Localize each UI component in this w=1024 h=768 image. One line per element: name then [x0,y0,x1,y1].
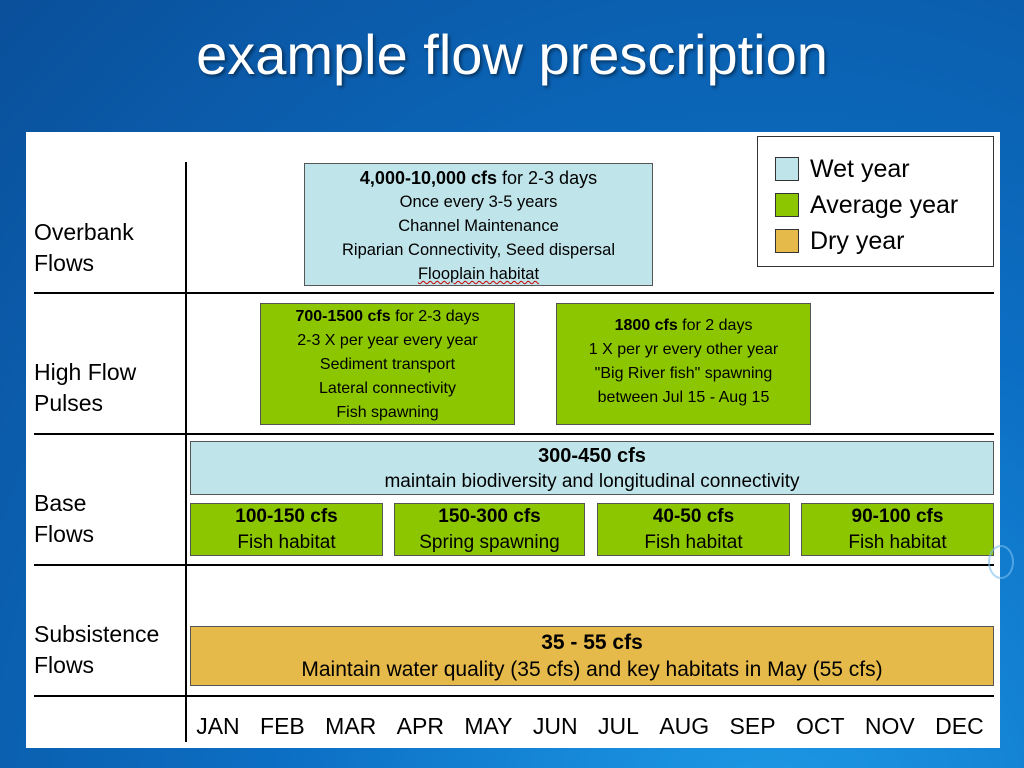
pulse1-line: 2-3 X per year every year [297,332,478,349]
row-label-line: High Flow [34,359,137,385]
row-divider-vertical [185,162,187,742]
month-label: DEC [935,713,984,739]
overbank-line: Channel Maintenance [398,217,559,235]
row-label-line: Flows [34,250,95,276]
month-label: JUN [532,713,578,739]
row-divider [34,695,994,697]
month-label: MAY [464,713,513,739]
row-label-overbank [34,217,134,279]
pulse1-duration: for 2-3 days [390,308,480,325]
month-label: APR [396,713,444,739]
pulse1-amount: 700-1500 cfs [295,308,391,325]
month-axis [186,708,994,744]
slide-title: example flow prescription [196,23,828,86]
pulse2-line: "Big River fish" spawning [594,365,773,382]
month-label: AUG [659,713,710,739]
base-avg-amount: 90-100 cfs [851,506,944,527]
row-label-high-flow [34,357,136,419]
legend-label: Average year [810,191,959,219]
base-avg-desc: Fish habitat [848,532,947,553]
base-wet-desc: maintain biodiversity and longitudinal connectivity [384,471,800,492]
legend-swatch-average [775,193,799,217]
month-label: NOV [864,713,915,739]
legend-swatch-wet [775,157,799,181]
base-avg-desc: Fish habitat [644,532,743,553]
pulse1-line: Fish spawning [336,404,439,421]
base-flow-box-4 [801,503,994,556]
row-label-line: Overbank [34,219,134,245]
base-avg-desc: Fish habitat [237,532,336,553]
high-flow-pulse-box-1 [260,303,515,425]
subsistence-desc: Maintain water quality (35 cfs) and key habitats in May (55 cfs) [301,658,883,681]
month-label: JAN [196,713,240,739]
subsistence-amount: 35 - 55 cfs [541,631,643,654]
row-label-line: Pulses [34,390,104,416]
month-label: FEB [260,713,305,739]
pulse2-line: 1 X per yr every other year [588,341,779,358]
base-avg-amount: 40-50 cfs [652,506,735,527]
row-label-line: Flows [34,652,95,678]
base-flow-wet-box [190,441,994,495]
pulse2-duration: for 2 days [677,317,753,334]
legend [757,136,994,267]
base-avg-amount: 150-300 cfs [438,506,541,527]
row-label-line: Subsistence [34,621,160,647]
row-label-line: Flows [34,521,95,547]
overbank-amount: 4,000-10,000 cfs [359,168,498,188]
row-divider [34,564,994,566]
overbank-heading [305,166,652,190]
pulse2-heading [557,314,810,338]
overbank-duration: for 2-3 days [497,168,598,188]
pulse2-amount: 1800 cfs [614,317,678,334]
base-avg-desc: Spring spawning [419,532,560,553]
base-avg-amount: 100-150 cfs [235,506,338,527]
pulse2-line: between Jul 15 - Aug 15 [597,389,770,406]
month-label: OCT [795,713,845,739]
row-divider [34,433,994,435]
overbank-line: Riparian Connectivity, Seed dispersal [342,241,615,259]
high-flow-pulse-box-2 [556,303,811,425]
legend-label: Wet year [810,155,910,183]
overbank-line: Once every 3-5 years [399,193,558,211]
overbank-line [305,262,652,286]
legend-label: Dry year [810,227,905,255]
month-label: SEP [729,713,776,739]
base-wet-amount: 300-450 cfs [538,445,646,467]
legend-swatch-dry [775,229,799,253]
row-label-line: Base [34,490,87,516]
row-label-subsistence [34,619,159,681]
month-label: JUL [598,713,639,739]
month-label: MAR [325,713,377,739]
base-flow-box-2 [394,503,585,556]
row-label-base [34,488,94,550]
pulse1-line: Sediment transport [319,356,456,373]
row-divider [34,292,994,294]
pulse1-line: Lateral connectivity [319,380,456,397]
flow-diagram-panel [26,132,1000,748]
decorative-circle [988,545,1014,579]
overbank-line-text: Flooplain habitat [417,265,540,283]
base-flow-box-3 [597,503,790,556]
base-flow-box-1 [190,503,383,556]
overbank-flow-box [304,163,653,286]
subsistence-flow-box [190,626,994,686]
pulse1-heading [261,305,514,329]
